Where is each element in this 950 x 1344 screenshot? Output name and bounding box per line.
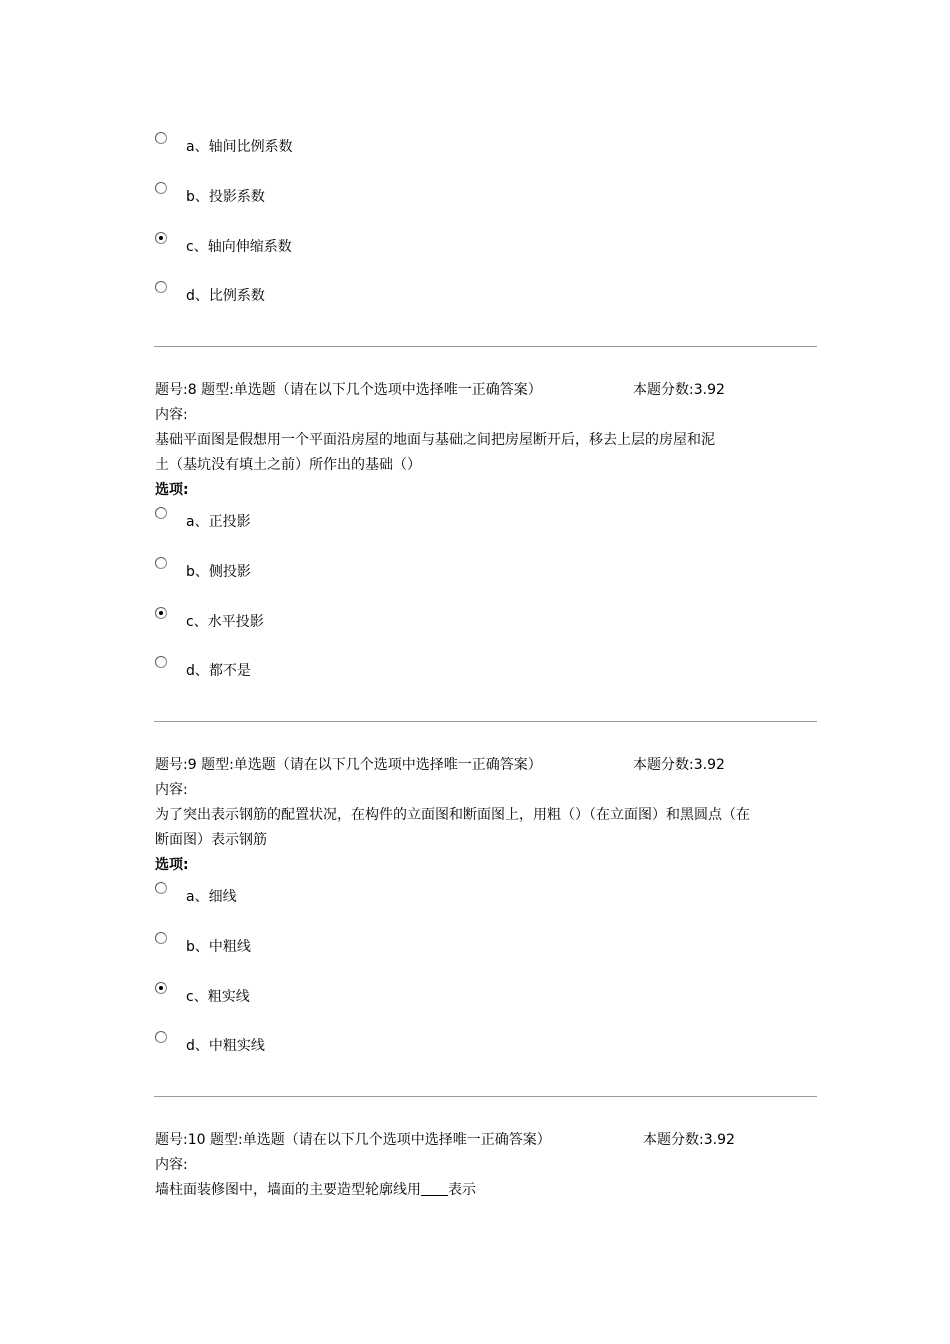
- q9-content-label: 内容:: [155, 782, 188, 798]
- q8-content-line2: 土（基坑没有填土之前）所作出的基础（）: [155, 457, 421, 473]
- q8-header-text: 题号:8 题型:单选题（请在以下几个选项中选择唯一正确答案）: [155, 382, 542, 398]
- q8-option-b-label: b、侧投影: [186, 564, 251, 580]
- q9-option-a[interactable]: [155, 882, 555, 908]
- radio-checked-icon[interactable]: [155, 232, 167, 244]
- radio-checked-icon[interactable]: [155, 982, 167, 994]
- q7-option-b[interactable]: [155, 182, 555, 208]
- q8-option-c[interactable]: [155, 607, 555, 633]
- q10-content: [155, 1180, 476, 1200]
- q9-option-c-label: c、粗实线: [186, 989, 250, 1005]
- q10-score: 本题分数:3.92: [643, 1132, 735, 1148]
- radio-dot-icon: [159, 986, 163, 990]
- radio-dot-icon: [159, 611, 163, 615]
- radio-icon[interactable]: [155, 507, 167, 519]
- q9-score: 本题分数:3.92: [633, 757, 725, 773]
- q7-option-b-label: b、投影系数: [186, 189, 265, 205]
- q8-option-a[interactable]: [155, 507, 555, 533]
- q9-options-label: 选项:: [155, 857, 189, 873]
- divider: [154, 1096, 817, 1097]
- q9-content-line1: 为了突出表示钢筋的配置状况，在构件的立面图和断面图上，用粗（）（在立面图）和黑圆点（在: [155, 807, 750, 823]
- q8-option-c-label: c、水平投影: [186, 614, 264, 630]
- radio-icon[interactable]: [155, 1031, 167, 1043]
- q7-option-d-label: d、比例系数: [186, 288, 265, 304]
- q7-option-a-label: a、轴间比例系数: [186, 139, 293, 155]
- radio-dot-icon: [159, 236, 163, 240]
- q10-header-text: 题号:10 题型:单选题（请在以下几个选项中选择唯一正确答案）: [155, 1132, 551, 1148]
- radio-checked-icon[interactable]: [155, 607, 167, 619]
- q7-option-c[interactable]: [155, 232, 555, 258]
- radio-icon[interactable]: [155, 656, 167, 668]
- q10-content-after: 表示: [448, 1182, 476, 1198]
- q8-header: [155, 380, 725, 400]
- q7-option-d[interactable]: [155, 281, 555, 307]
- q9-option-d[interactable]: [155, 1031, 555, 1057]
- q9-header-text: 题号:9 题型:单选题（请在以下几个选项中选择唯一正确答案）: [155, 757, 542, 773]
- q10-content-label: 内容:: [155, 1157, 188, 1173]
- q8-score: 本题分数:3.92: [633, 382, 725, 398]
- q7-option-a[interactable]: [155, 132, 555, 158]
- q8-options-label: 选项:: [155, 482, 189, 498]
- q7-option-c-label: c、轴向伸缩系数: [186, 239, 292, 255]
- q9-option-c[interactable]: [155, 982, 555, 1008]
- q9-option-b-label: b、中粗线: [186, 939, 251, 955]
- q8-option-a-label: a、正投影: [186, 514, 251, 530]
- q8-content-line1: 基础平面图是假想用一个平面沿房屋的地面与基础之间把房屋断开后，移去上层的房屋和泥: [155, 432, 715, 448]
- divider: [154, 721, 817, 722]
- q8-option-b[interactable]: [155, 557, 555, 583]
- q9-header: [155, 755, 725, 775]
- divider: [154, 346, 817, 347]
- radio-icon[interactable]: [155, 882, 167, 894]
- q9-option-d-label: d、中粗实线: [186, 1038, 265, 1054]
- radio-icon[interactable]: [155, 281, 167, 293]
- answer-blank: [421, 1181, 448, 1196]
- q10-content-before: 墙柱面装修图中，墙面的主要造型轮廓线用: [155, 1182, 421, 1198]
- radio-icon[interactable]: [155, 557, 167, 569]
- radio-icon[interactable]: [155, 182, 167, 194]
- q9-content-line2: 断面图）表示钢筋: [155, 832, 267, 848]
- q10-header: [155, 1130, 735, 1150]
- radio-icon[interactable]: [155, 132, 167, 144]
- radio-icon[interactable]: [155, 932, 167, 944]
- q9-option-a-label: a、细线: [186, 889, 237, 905]
- q9-option-b[interactable]: [155, 932, 555, 958]
- q8-option-d-label: d、都不是: [186, 663, 251, 679]
- q8-option-d[interactable]: [155, 656, 555, 682]
- q8-content-label: 内容:: [155, 407, 188, 423]
